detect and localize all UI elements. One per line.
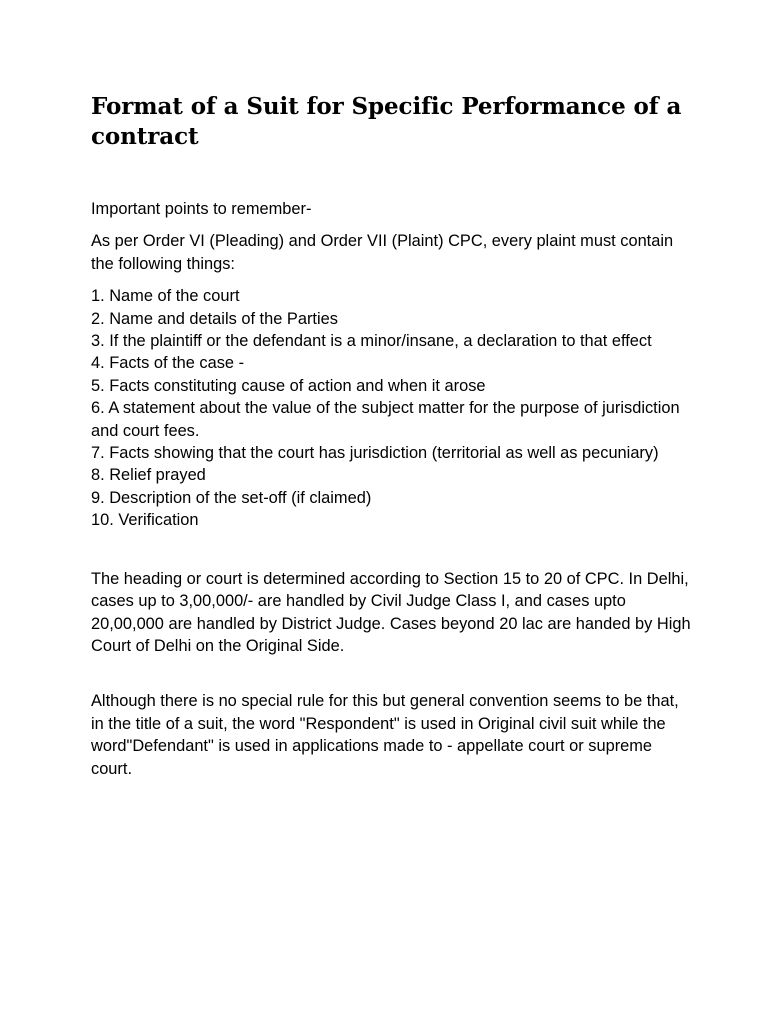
list-item: 2. Name and details of the Parties xyxy=(91,309,338,328)
document-page xyxy=(91,92,691,780)
list-item: 1. Name of the court xyxy=(91,287,240,306)
list-item: 8. Relief prayed xyxy=(91,466,206,485)
plaint-points-list xyxy=(91,285,691,531)
heading-paragraph: The heading or court is determined according to Section 15 to 20 of CPC. In Delhi, cases up to 3,00,000/- are handled by Civil Judge Class I, and cases upto 20,00,000 are handled by District Judge. Cases beyond 20 lac are handed by High Court of Delhi on the Original Side. xyxy=(91,569,691,655)
intro-text: Important points to remember- xyxy=(91,200,312,218)
convention-paragraph: Although there is no special rule for this but general convention seems to be that, in the title of a suit, the word "Respondent" is used in Original civil suit while the word"Defendant" is used in applications made to - appellate court or supreme court. xyxy=(91,692,679,778)
list-item: 6. A statement about the value of the subject matter for the purpose of jurisdiction and court fees. xyxy=(91,399,680,440)
list-item: 10. Verification xyxy=(91,511,199,530)
order-intro-text: As per Order VI (Pleading) and Order VII (Plaint) CPC, every plaint must contain the following things: xyxy=(91,232,674,273)
list-item: 7. Facts showing that the court has jurisdiction (territorial as well as pecuniary) xyxy=(91,444,659,463)
list-item: 5. Facts constituting cause of action and when it arose xyxy=(91,376,486,395)
document-title: Format of a Suit for Specific Performance of a contract xyxy=(91,93,682,150)
list-item: 9. Description of the set-off (if claimed) xyxy=(91,488,372,507)
list-item: 4. Facts of the case - xyxy=(91,354,245,373)
list-item: 3. If the plaintiff or the defendant is a minor/insane, a declaration to that effect xyxy=(91,332,652,351)
